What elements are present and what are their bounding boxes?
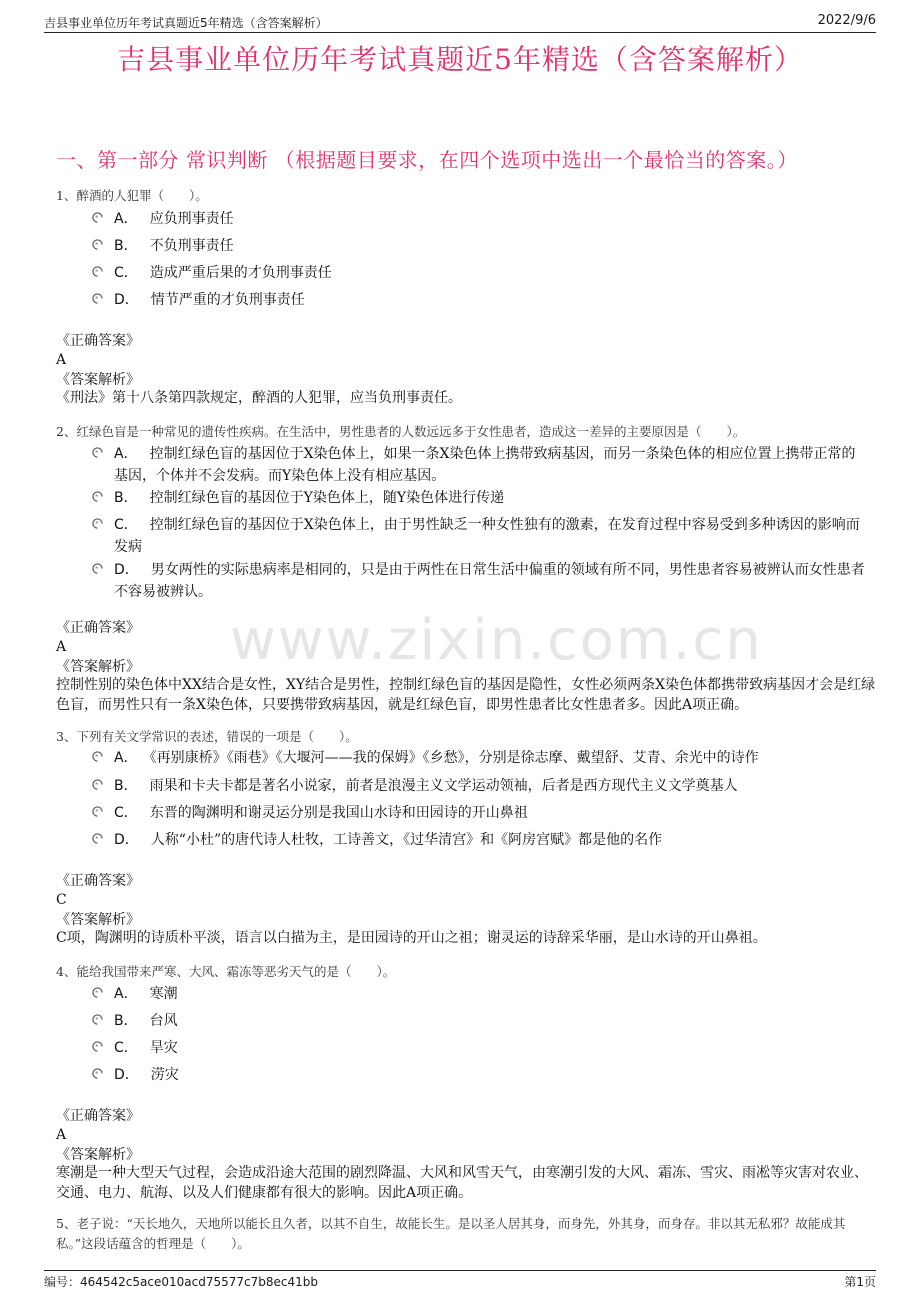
answer-label: 《正确答案》 <box>56 873 140 889</box>
option-b[interactable] <box>92 487 868 509</box>
option-text: 应负刑事责任 <box>149 211 234 227</box>
option-text: 情节严重的才负刑事责任 <box>150 292 305 308</box>
option-c[interactable] <box>92 1037 868 1059</box>
question-stem: 1、醉酒的人犯罪（ ）。 <box>56 188 208 203</box>
option-text: 台风 <box>149 1013 178 1029</box>
analysis-label: 《答案解析》 <box>56 1147 140 1163</box>
option-b[interactable] <box>92 775 868 797</box>
question-stem: 2、红绿色盲是一种常见的遗传性疾病。在生活中，男性患者的人数远远多于女性患者，造成这一差异的主要原因是（ ）。 <box>56 424 746 439</box>
option-a[interactable] <box>92 747 868 769</box>
option-c[interactable] <box>92 514 868 558</box>
option-a[interactable] <box>92 208 868 230</box>
answer-value: A <box>56 352 67 368</box>
radio-icon[interactable] <box>92 833 103 844</box>
option-b[interactable] <box>92 235 868 257</box>
option-d[interactable] <box>92 559 868 603</box>
radio-icon[interactable] <box>92 1014 103 1025</box>
page-footer <box>44 1270 876 1289</box>
question-stem: 4、能给我国带来严寒、大风、霜冻等恶劣天气的是（ ）。 <box>56 964 396 979</box>
radio-icon[interactable] <box>92 293 103 304</box>
question-stem: 5、老子说：“天长地久，天地所以能长且久者，以其不自生，故能长生。是以圣人居其身，而身先，外其身，而身存。非以其无私邪？故能成其私。”这段话蕴含的哲理是（ ）。 <box>56 1216 846 1251</box>
option-letter: C． <box>114 805 138 821</box>
radio-icon[interactable] <box>92 212 103 223</box>
answer-label: 《正确答案》 <box>56 333 140 349</box>
option-letter: D． <box>114 562 139 578</box>
document-code: 编号：464542c5ace010acd75577c7b8ec41bb <box>44 1275 318 1289</box>
option-letter: A． <box>114 750 138 766</box>
option-c[interactable] <box>92 802 868 824</box>
option-letter: C． <box>114 1040 138 1056</box>
option-letter: B． <box>114 490 138 506</box>
radio-icon[interactable] <box>92 1041 103 1052</box>
answer-value: A <box>56 639 67 655</box>
option-text: 雨果和卡夫卡都是著名小说家，前者是浪漫主义文学运动领袖，后者是西方现代主义文学奠基人 <box>149 778 738 794</box>
analysis-label: 《答案解析》 <box>56 659 140 675</box>
option-d[interactable] <box>92 289 868 311</box>
option-d[interactable] <box>92 829 868 851</box>
option-text: 寒潮 <box>149 986 178 1002</box>
answer-value: C <box>56 892 67 908</box>
radio-icon[interactable] <box>92 266 103 277</box>
analysis-text: 《刑法》第十八条第四款规定，醉酒的人犯罪，应当负刑事责任。 <box>56 390 462 406</box>
option-text: 东晋的陶渊明和谢灵运分别是我国山水诗和田园诗的开山鼻祖 <box>149 805 528 821</box>
document-title: 吉县事业单位历年考试真题近5年精选（含答案解析） <box>117 43 803 76</box>
section-heading: 一、第一部分 常识判断 （根据题目要求，在四个选项中选出一个最恰当的答案。） <box>56 148 798 172</box>
option-letter: B． <box>114 778 138 794</box>
analysis-text: 寒潮是一种大型天气过程，会造成沿途大范围的剧烈降温、大风和风雪天气，由寒潮引发的大风、霜冻、雪灾、雨凇等灾害对农业、交通、电力、航海、以及人们健康都有很大的影响。因此A项正确。 <box>56 1165 868 1201</box>
answer-label: 《正确答案》 <box>56 1108 140 1124</box>
option-text: 《再别康桥》《雨巷》《大堰河——我的保姆》《乡愁》，分别是徐志摩、戴望舒、艾青、余光中的诗作 <box>149 750 759 766</box>
option-text: 不负刑事责任 <box>149 238 234 254</box>
option-d[interactable] <box>92 1064 868 1086</box>
option-letter: A． <box>114 211 138 227</box>
option-text: 涝灾 <box>150 1067 179 1083</box>
answer-value: A <box>56 1127 67 1143</box>
radio-icon[interactable] <box>92 779 103 790</box>
option-letter: A． <box>114 446 138 462</box>
answer-label: 《正确答案》 <box>56 620 140 636</box>
question-stem: 3、下列有关文学常识的表述，错误的一项是（ ）。 <box>56 729 358 744</box>
option-text: 人称“小杜”的唐代诗人杜牧，工诗善文，《过华清宫》和《阿房宫赋》都是他的名作 <box>150 832 663 848</box>
radio-icon[interactable] <box>92 239 103 250</box>
radio-icon[interactable] <box>92 518 103 529</box>
radio-icon[interactable] <box>92 987 103 998</box>
option-letter: D． <box>114 292 139 308</box>
option-a[interactable] <box>92 983 868 1005</box>
option-a[interactable] <box>92 443 868 487</box>
radio-icon[interactable] <box>92 751 103 762</box>
header-title: 吉县事业单位历年考试真题近5年精选（含答案解析） <box>44 16 328 30</box>
option-b[interactable] <box>92 1010 868 1032</box>
header-date: 2022/9/6 <box>817 13 876 28</box>
analysis-label: 《答案解析》 <box>56 912 140 928</box>
radio-icon[interactable] <box>92 491 103 502</box>
page-header <box>44 12 876 33</box>
option-text: 造成严重后果的才负刑事责任 <box>149 265 332 281</box>
option-text: 控制红绿色盲的基因位于X染色体上，由于男性缺乏一种女性独有的激素，在发育过程中容易受到多种诱因的影响而发病 <box>114 517 860 555</box>
option-letter: C． <box>114 265 138 281</box>
option-text: 旱灾 <box>149 1040 178 1056</box>
radio-icon[interactable] <box>92 447 103 458</box>
option-text: 控制红绿色盲的基因位于Y染色体上，随Y染色体进行传递 <box>149 490 505 506</box>
page-number: 第1页 <box>844 1275 876 1289</box>
option-letter: B． <box>114 238 138 254</box>
radio-icon[interactable] <box>92 806 103 817</box>
option-letter: D． <box>114 832 139 848</box>
option-letter: C． <box>114 517 138 533</box>
radio-icon[interactable] <box>92 1068 103 1079</box>
option-letter: A． <box>114 986 138 1002</box>
radio-icon[interactable] <box>92 563 103 574</box>
analysis-text: C项，陶渊明的诗质朴平淡，语言以白描为主，是田园诗的开山之祖；谢灵运的诗辞采华丽，是山水诗的开山鼻祖。 <box>56 930 767 946</box>
option-text: 男女两性的实际患病率是相同的，只是由于两性在日常生活中偏重的领域有所不同，男性患者容易被辨认而女性患者不容易被辨认。 <box>114 562 865 600</box>
watermark: www.zixin.com.cn <box>230 608 763 673</box>
option-letter: D． <box>114 1067 139 1083</box>
option-letter: B． <box>114 1013 138 1029</box>
option-c[interactable] <box>92 262 868 284</box>
analysis-label: 《答案解析》 <box>56 372 140 388</box>
option-text: 控制红绿色盲的基因位于X染色体上，如果一条X染色体上携带致病基因，而另一条染色体的相应位置上携带正常的基因，个体并不会发病。而Y染色体上没有相应基因。 <box>114 446 856 484</box>
analysis-text: 控制性别的染色体中XX结合是女性，XY结合是男性，控制红绿色盲的基因是隐性，女性必须两条X染色体都携带致病基因才会是红绿色盲，而男性只有一条X染色体，只要携带致病基因，就是红绿色盲，即男性患者比女性患者多。因此A项正确。 <box>56 677 876 713</box>
